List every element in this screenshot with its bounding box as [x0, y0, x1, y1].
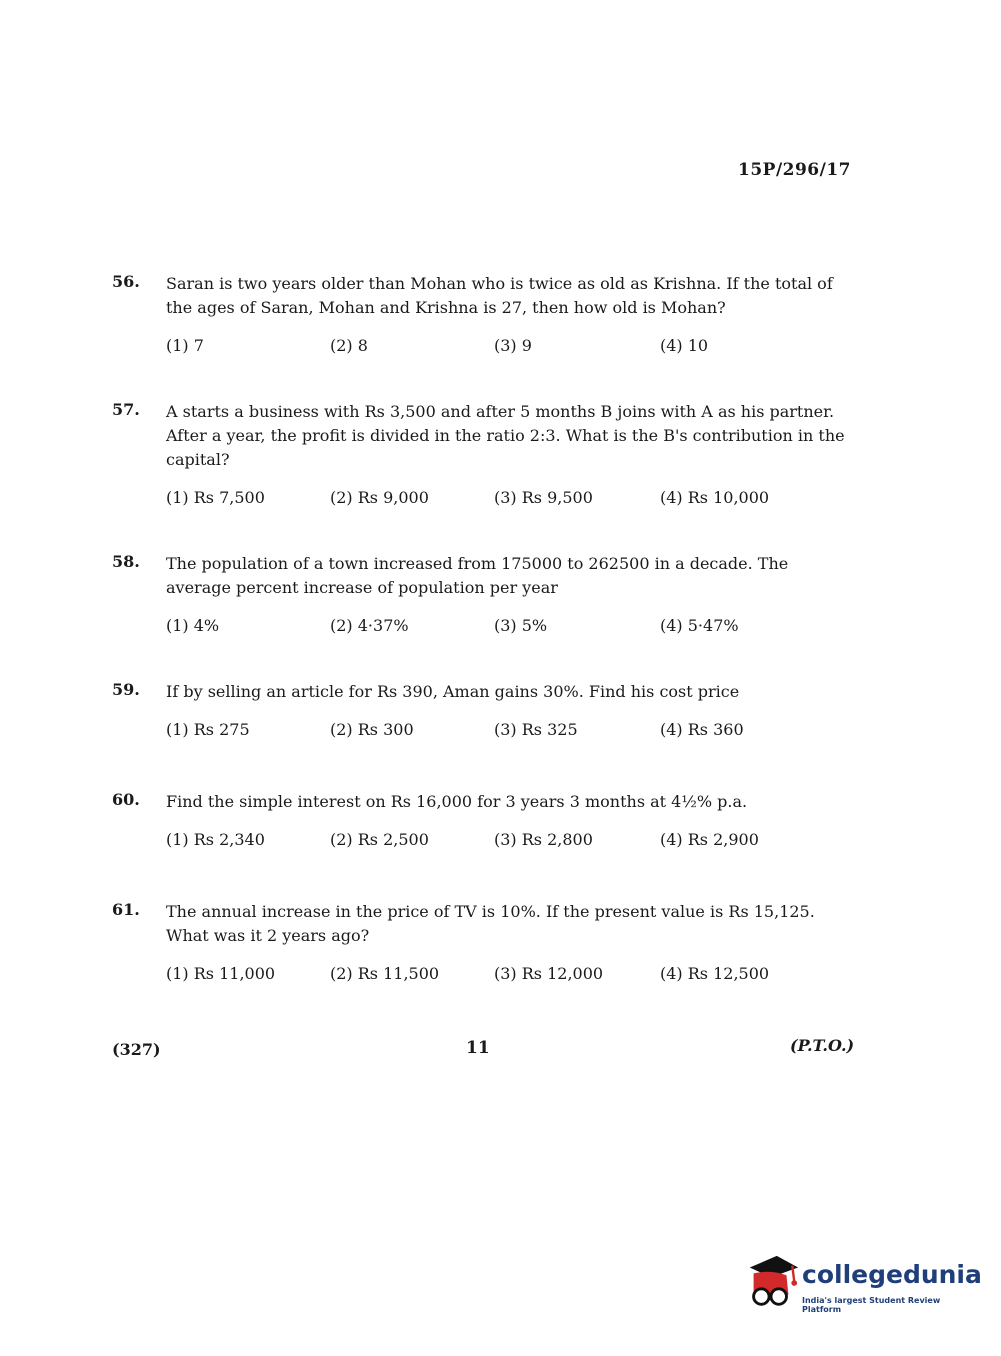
question-number: 56.	[112, 272, 140, 291]
booklet-code: (327)	[112, 1040, 161, 1059]
question-text: A starts a business with Rs 3,500 and after 5 months B joins with A as his partner. After a year, the profit is divided in the ratio 2:3. What is the B's contribution in the capital?	[166, 402, 845, 469]
option-1: (1) Rs 7,500	[166, 488, 265, 507]
options-row	[166, 488, 852, 512]
question-56	[112, 272, 852, 360]
option-2: (2) Rs 300	[330, 720, 414, 739]
question-57	[112, 400, 852, 512]
option-1: (1) Rs 11,000	[166, 964, 276, 983]
question-text: The population of a town increased from 175000 to 262500 in a decade. The average percent increase of population per year	[166, 554, 789, 597]
question-number: 57.	[112, 400, 140, 419]
option-3: (3) 9	[494, 336, 532, 355]
question-61	[112, 900, 852, 988]
mascot-icon	[742, 1254, 800, 1312]
question-59	[112, 680, 852, 744]
option-3: (3) 5%	[494, 616, 548, 635]
question-number: 59.	[112, 680, 140, 699]
question-text: Saran is two years older than Mohan who is twice as old as Krishna. If the total of the ages of Saran, Mohan and Krishna is 27, then how old is Mohan?	[166, 274, 833, 317]
options-row	[166, 616, 852, 640]
logo-tagline: India's largest Student Review Platform	[802, 1296, 941, 1314]
pto-note: (P.T.O.)	[790, 1036, 855, 1055]
options-row	[166, 720, 852, 744]
option-4: (4) Rs 360	[660, 720, 744, 739]
option-4: (4) Rs 2,900	[660, 830, 759, 849]
option-3: (3) Rs 325	[494, 720, 578, 739]
option-1: (1) Rs 275	[166, 720, 250, 739]
option-2: (2) 8	[330, 336, 368, 355]
question-text: If by selling an article for Rs 390, Aman gains 30%. Find his cost price	[166, 682, 740, 701]
option-3: (3) Rs 12,000	[494, 964, 604, 983]
option-2: (2) Rs 2,500	[330, 830, 429, 849]
paper-code: 15P/296/17	[738, 160, 852, 180]
options-row	[166, 336, 852, 360]
option-2: (2) Rs 11,500	[330, 964, 440, 983]
option-4: (4) 5·47%	[660, 616, 739, 635]
question-number: 61.	[112, 900, 140, 919]
options-row	[166, 830, 852, 854]
option-4: (4) Rs 10,000	[660, 488, 770, 507]
option-3: (3) Rs 9,500	[494, 488, 593, 507]
question-60	[112, 790, 852, 854]
question-text: The annual increase in the price of TV is 10%. If the present value is Rs 15,125. What was it 2 years ago?	[166, 902, 815, 945]
question-number: 60.	[112, 790, 140, 809]
options-row	[166, 964, 852, 988]
option-1: (1) 7	[166, 336, 204, 355]
option-2: (2) 4·37%	[330, 616, 409, 635]
option-2: (2) Rs 9,000	[330, 488, 429, 507]
option-3: (3) Rs 2,800	[494, 830, 593, 849]
option-4: (4) Rs 12,500	[660, 964, 770, 983]
logo-name: collegedunia	[802, 1260, 982, 1289]
question-text: Find the simple interest on Rs 16,000 for 3 years 3 months at 4½% p.a.	[166, 792, 748, 811]
option-1: (1) Rs 2,340	[166, 830, 265, 849]
question-number: 58.	[112, 552, 140, 571]
option-1: (1) 4%	[166, 616, 220, 635]
question-58	[112, 552, 852, 640]
collegedunia-logo	[742, 1250, 982, 1314]
page-number: 11	[466, 1038, 490, 1058]
option-4: (4) 10	[660, 336, 709, 355]
